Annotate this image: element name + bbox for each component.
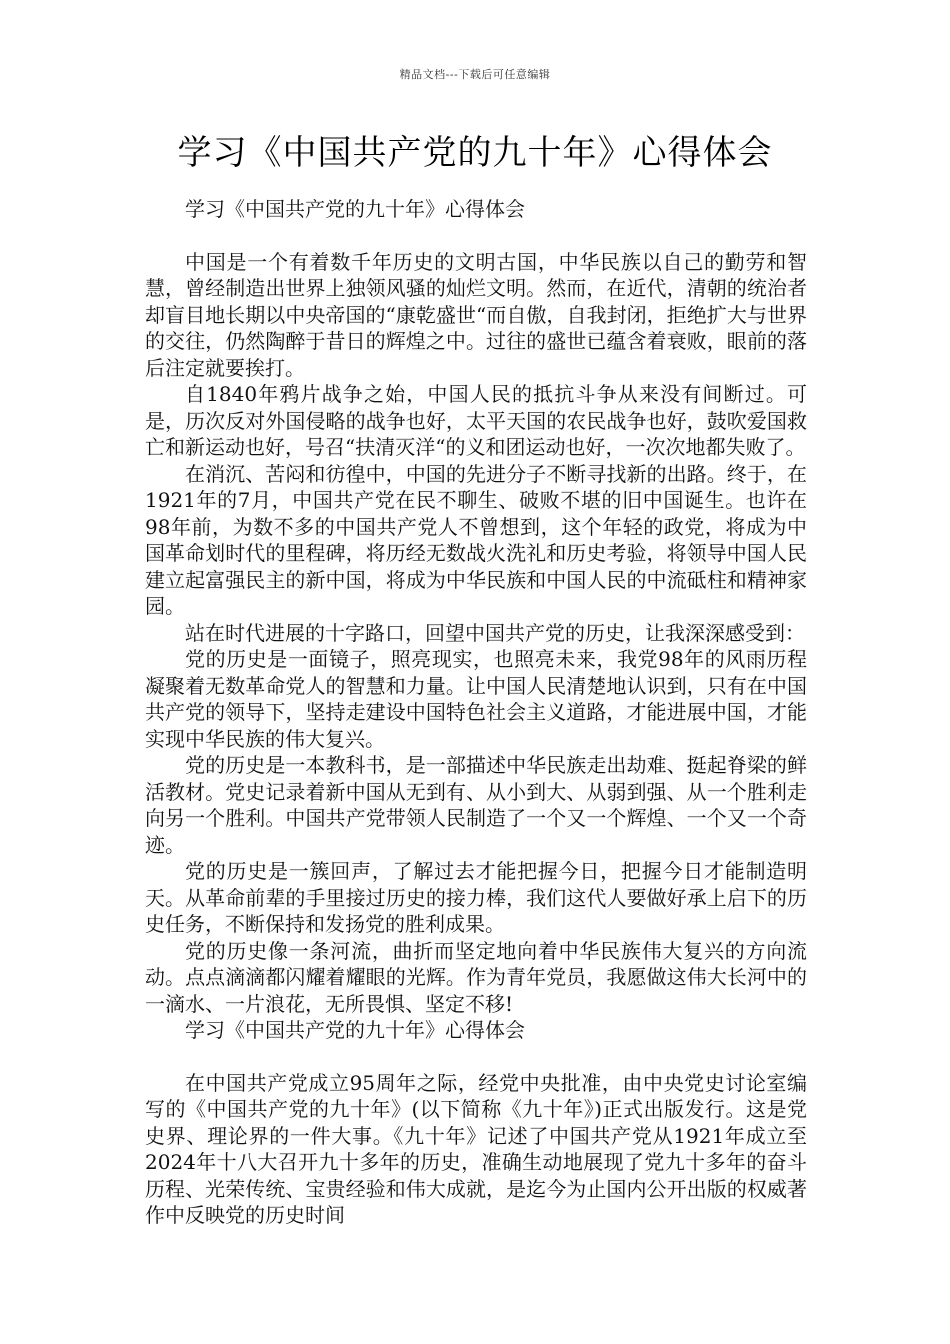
header-note: 精品文档---下载后可任意编辑 <box>399 68 551 81</box>
paragraph: 中国是一个有着数千年历史的文明古国，中华民族以自己的勤劳和智慧，曾经制造出世界上独领风骚的灿烂文明。然而，在近代，清朝的统治者却盲目地长期以中央帝国的“康乾盛世“而自傲，自我封闭，拒绝扩大与世界的交往，仍然陶醉于昔日的辉煌之中。过往的盛世已蕴含着衰败，眼前的落后注定就要挨打。 <box>145 249 807 380</box>
paragraph: 在消沉、苦闷和彷徨中，中国的先进分子不断寻找新的出路。终于，在1921年的7月，中国共产党在民不聊生、破败不堪的旧中国诞生。也许在98年前，为数不多的中国共产党人不曾想到，这个年轻的政党，将成为中国革命划时代的里程碑，将历经无数战火洗礼和历史考验，将领导中国人民建立起富强民主的新中国，将成为中华民族和中国人民的中流砥柱和精神家园。 <box>145 461 807 618</box>
document-body <box>145 196 807 1229</box>
paragraph: 党的历史是一簇回声，了解过去才能把握今日，把握今日才能制造明天。从革命前辈的手里接过历史的接力棒，我们这代人要做好承上启下的历史任务，不断保持和发扬党的胜利成果。 <box>145 859 807 936</box>
paragraph: 站在时代进展的十字路口，回望中国共产党的历史，让我深深感受到： <box>185 620 805 645</box>
paragraph: 自1840年鸦片战争之始，中国人民的抵抗斗争从来没有间断过。可是，历次反对外国侵略的战争也好，太平天国的农民战争也好，鼓吹爱国救亡和新运动也好，号召“扶清灭洋“的义和团运动也好，一次次地都失败了。 <box>145 382 807 459</box>
subtitle-repeat: 学习《中国共产党的九十年》心得体会 <box>185 1018 525 1042</box>
paragraph: 在中国共产党成立95周年之际，经党中央批准，由中央党史讨论室编写的《中国共产党的九十年》(以下简称《九十年》)正式出版发行。这是党史界、理论界的一件大事。《九十年》记述了中国共产党从1921年成立至2024年十八大召开九十多年的历史，准确生动地展现了党九十多年的奋斗历程、光荣传统、宝贵经验和伟大成就，是迄今为止国内公开出版的权威著作中反映党的历史时间 <box>145 1070 807 1227</box>
subtitle: 学习《中国共产党的九十年》心得体会 <box>185 197 525 221</box>
paragraph: 党的历史是一面镜子，照亮现实，也照亮未来，我党98年的风雨历程凝聚着无数革命党人的智慧和力量。让中国人民清楚地认识到，只有在中国共产党的领导下，坚持走建设中国特色社会主义道路，才能进展中国，才能实现中华民族的伟大复兴。 <box>145 647 807 751</box>
spacer <box>145 223 807 249</box>
paragraph: 党的历史是一本教科书，是一部描述中华民族走出劫难、挺起脊梁的鲜活教材。党史记录着新中国从无到有、从小到大、从弱到强、从一个胜利走向另一个胜利。中国共产党带领人民制造了一个又一个辉煌、一个又一个奇迹。 <box>145 753 807 857</box>
spacer <box>145 1044 807 1070</box>
document-title: 学习《中国共产党的九十年》心得体会 <box>177 133 773 173</box>
paragraph: 党的历史像一条河流，曲折而坚定地向着中华民族伟大复兴的方向流动。点点滴滴都闪耀着耀眼的光辉。作为青年党员，我愿做这伟大长河中的一滴水、一片浪花，无所畏惧、坚定不移! <box>145 938 807 1016</box>
